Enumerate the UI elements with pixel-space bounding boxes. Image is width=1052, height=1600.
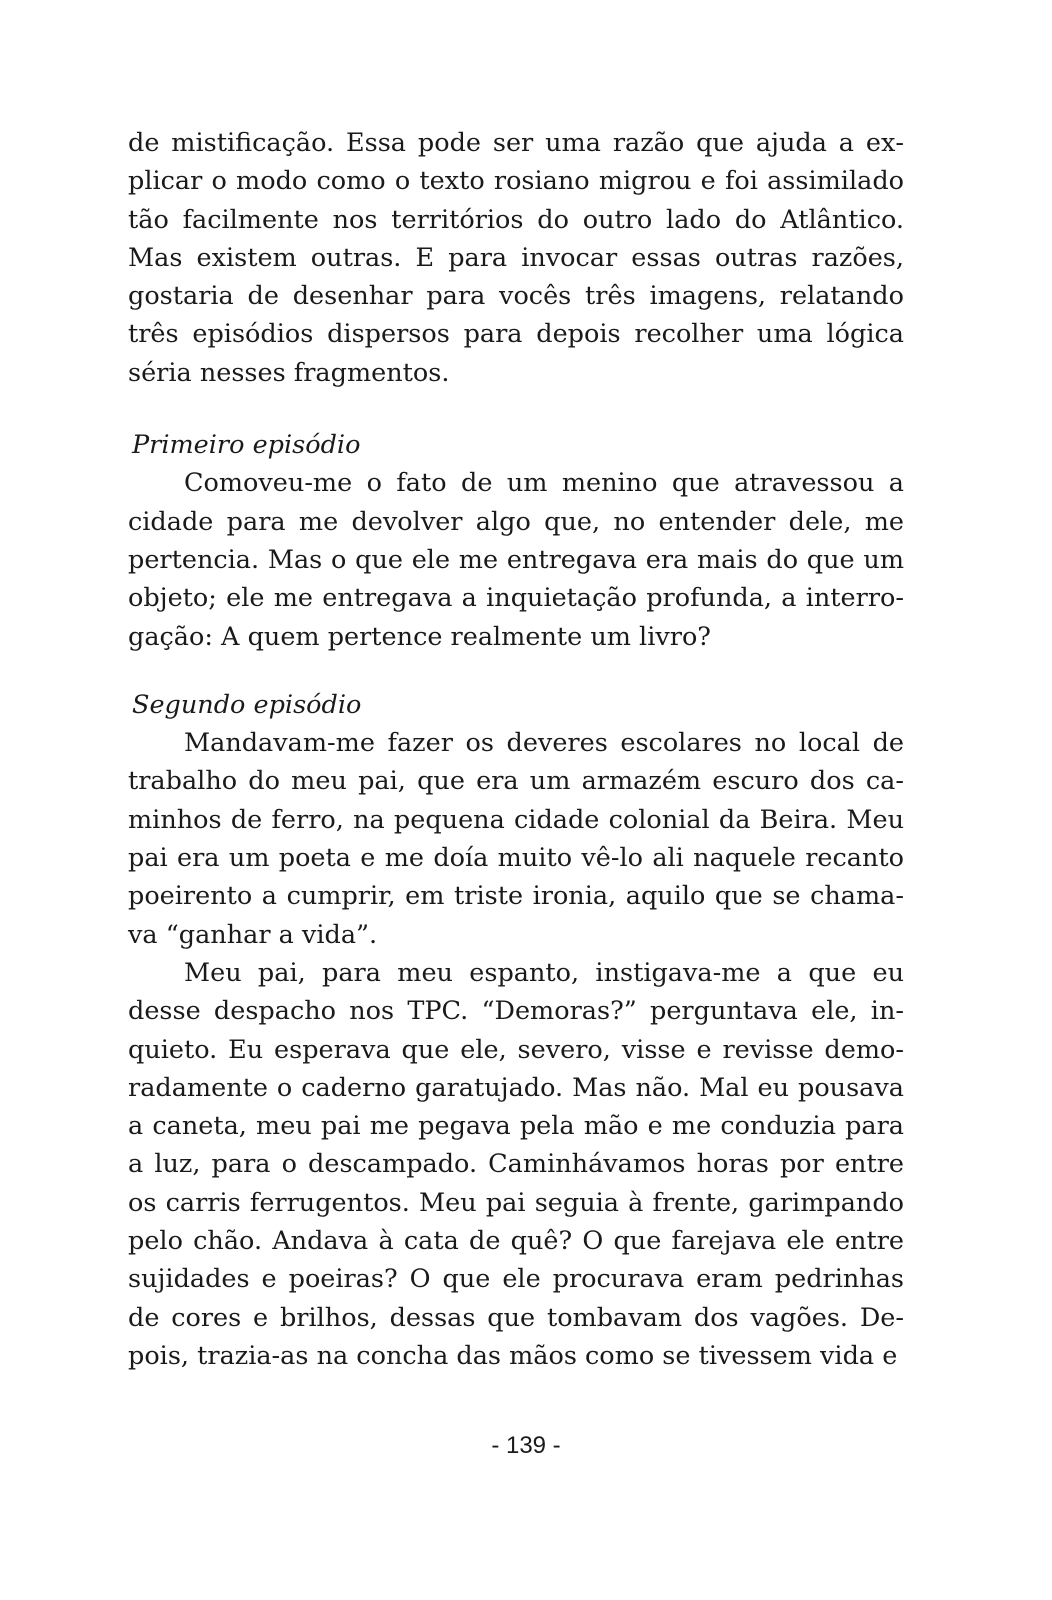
episode-1-paragraph: Comoveu-me o fato de um menino que atravessou a cidade para me devolver algo que, no entender dele, me pertencia. Mas o que ele me entregava era mais do que um objeto; ele me entregava a inquietação profunda, a interrogação: A quem pertence realmente um livro? bbox=[128, 468, 904, 652]
body-text bbox=[128, 124, 904, 1375]
section-spacer bbox=[128, 656, 904, 686]
intro-paragraph: de mistificação. Essa pode ser uma razão que ajuda a explicar o modo como o texto rosiano migrou e foi assimilado tão facilmente nos territórios do outro lado do Atlântico. Mas existem outras. E para invocar essas outras razões, gostaria de desenhar para vocês três imagens, relatando três episódios dispersos para depois recolher uma lógica séria nesses fragmentos. bbox=[128, 128, 904, 388]
episode-2-heading: Segundo episódio bbox=[132, 689, 362, 720]
episode-1-heading: Primeiro episódio bbox=[132, 430, 361, 461]
episode-2-paragraph-2: Meu pai, para meu espanto, instigava-me a que eu desse despacho nos TPC. “Demoras?” perguntava ele, inquieto. Eu esperava que ele, severo, visse e revisse demoradamente o caderno garatujado. Mas não. Mal eu pousava a caneta, meu pai me pegava pela mão e me conduzia para a luz, para o descampado. Caminhávamos horas por entre os carris ferrugentos. Meu pai seguia à frente, garimpando pelo chão. Andava à cata de quê? O que farejava ele entre sujidades e poeiras? O que ele procurava eram pedrinhas de cores e brilhos, dessas que tombavam dos vagões. Depois, trazia-as na concha das mãos como se tivessem vida e bbox=[128, 957, 904, 1371]
section-spacer bbox=[128, 392, 904, 426]
page-number: - 139 - bbox=[491, 1432, 561, 1459]
episode-2-paragraph-1: Mandavam-me fazer os deveres escolares no local de trabalho do meu pai, que era um armazém escuro dos caminhos de ferro, na pequena cidade colonial da Beira. Meu pai era um poeta e me doía muito vê-lo ali naquele recanto poeirento a cumprir, em triste ironia, aquilo que se chamava “ganhar a vida”. bbox=[128, 728, 904, 950]
